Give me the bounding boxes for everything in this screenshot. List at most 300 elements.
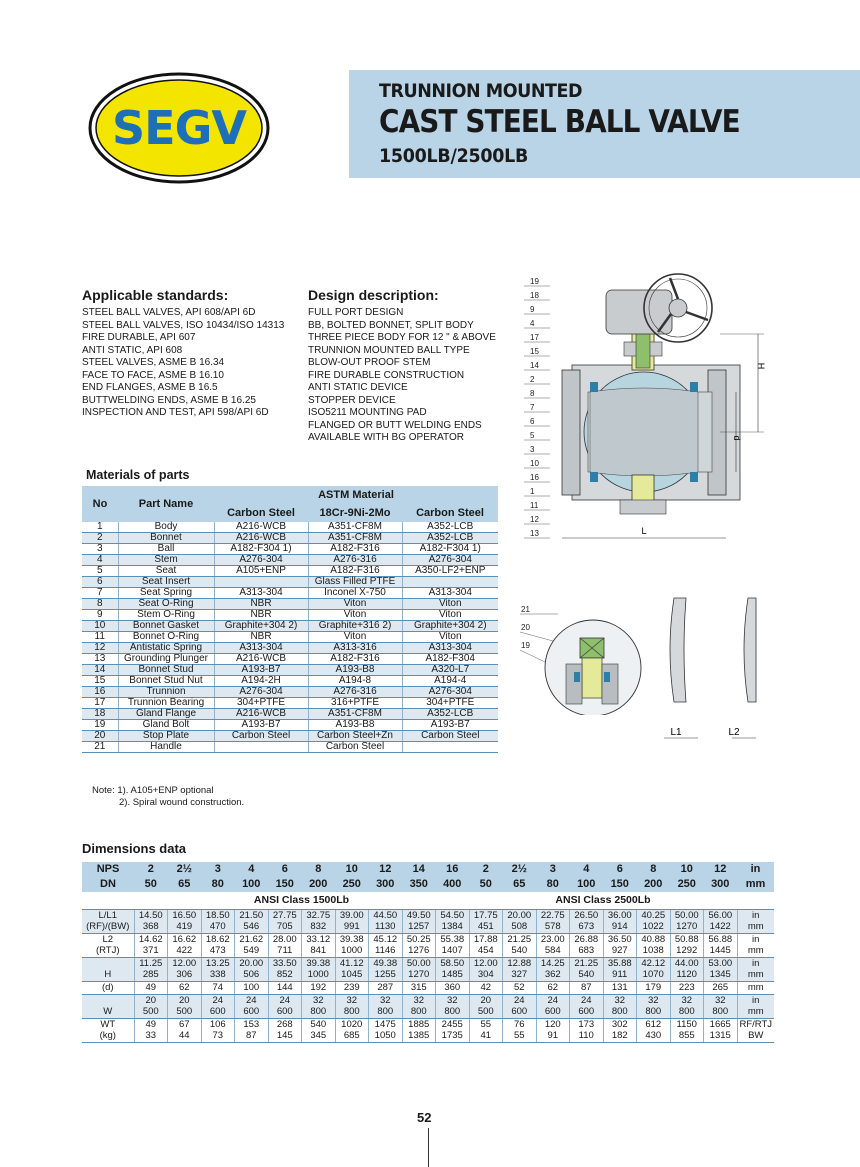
table-cell: 832 (302, 921, 336, 933)
table-cell: 841 (302, 945, 336, 957)
table-cell (214, 742, 308, 753)
table-cell: 24 (536, 994, 570, 1006)
table-row (82, 665, 498, 676)
table-cell: 50.00 (670, 909, 704, 921)
design-item: BLOW-OUT PROOF STEM (308, 357, 431, 368)
row-label: (d) (82, 982, 134, 995)
nps-value: 2½ (503, 862, 537, 877)
nps-value: 6 (268, 862, 302, 877)
table-cell: A276-304 (402, 555, 498, 566)
table-cell: 18.62 (201, 933, 235, 945)
table-cell: 6 (82, 577, 118, 588)
table-cell: 14 (82, 665, 118, 676)
table-row (82, 566, 498, 577)
design-item: AVAILABLE WITH BG OPERATOR (308, 432, 464, 443)
table-row (82, 709, 498, 720)
table-cell: 302 (603, 1018, 637, 1030)
table-cell: 49 (134, 982, 168, 995)
table-cell: 20 (168, 994, 202, 1006)
table-cell: 1422 (704, 921, 738, 933)
table-cell: Gland Bolt (118, 720, 214, 731)
table-cell: 20 (134, 994, 168, 1006)
table-cell: 327 (503, 969, 537, 981)
valve-section-drawing (520, 270, 770, 555)
row-unit: mm (737, 1006, 774, 1018)
table-row (82, 588, 498, 599)
table-cell: 1270 (670, 921, 704, 933)
nps-value: 4 (235, 862, 269, 877)
table-cell: 800 (335, 1006, 369, 1018)
table-cell: A105+ENP (214, 566, 308, 577)
table-cell: Antistatic Spring (118, 643, 214, 654)
table-cell: 1120 (670, 969, 704, 981)
nps-value: 2 (469, 862, 503, 877)
table-cell (402, 577, 498, 588)
col-astm: ASTM Material (214, 486, 498, 504)
table-cell: 705 (268, 921, 302, 933)
table-cell: 600 (536, 1006, 570, 1018)
dn-value: 250 (335, 877, 369, 892)
table-cell: 21.50 (235, 909, 269, 921)
table-cell: 800 (670, 1006, 704, 1018)
table-cell: A352-LCB (402, 522, 498, 533)
table-cell: 110 (570, 1030, 604, 1042)
standard-item: STEEL VALVES, ASME B 16.34 (82, 357, 225, 368)
unit-top: in (737, 862, 774, 877)
table-cell: A350-LF2+ENP (402, 566, 498, 577)
table-cell: 36.00 (603, 909, 637, 921)
table-cell: 26.50 (570, 909, 604, 921)
page-divider (428, 1128, 429, 1167)
table-cell: 21.25 (570, 957, 604, 969)
table-cell: 106 (201, 1018, 235, 1030)
table-row (82, 533, 498, 544)
callout-number: 9 (530, 305, 535, 314)
col-no: No (82, 486, 118, 522)
table-cell: 1020 (335, 1018, 369, 1030)
row-label: (kg) (82, 1030, 134, 1042)
table-row (82, 994, 774, 1006)
table-cell: 173 (570, 1018, 604, 1030)
design-item: FULL PORT DESIGN (308, 307, 404, 318)
row-unit: in (737, 994, 774, 1006)
design-item: FLANGED OR BUTT WELDING ENDS (308, 419, 482, 431)
table-cell: 927 (603, 945, 637, 957)
table-cell: 800 (704, 1006, 738, 1018)
row-label: L2 (102, 933, 114, 945)
dim-l2-label: L2 (728, 727, 740, 738)
table-cell: Inconel X-750 (308, 588, 402, 599)
table-cell: 1292 (670, 945, 704, 957)
table-cell: 612 (637, 1018, 671, 1030)
nps-value: 12 (704, 862, 738, 877)
table-cell: Viton (402, 632, 498, 643)
table-cell: 419 (168, 921, 202, 933)
table-cell: 42.12 (637, 957, 671, 969)
table-cell: 711 (268, 945, 302, 957)
table-cell: NBR (214, 610, 308, 621)
table-cell: 991 (335, 921, 369, 933)
table-cell: 852 (268, 969, 302, 981)
note-line-1: Note: 1). A105+ENP optional (92, 785, 214, 796)
table-cell: 28.00 (268, 933, 302, 945)
table-cell: 33.12 (302, 933, 336, 945)
table-cell: 24 (201, 994, 235, 1006)
table-row (82, 957, 774, 969)
table-row (82, 945, 774, 957)
table-cell: 21.25 (503, 933, 537, 945)
table-cell: 153 (235, 1018, 269, 1030)
table-cell: A351-CF8M (308, 522, 402, 533)
end-profiles-drawing (652, 590, 777, 740)
row-label: L/L1 (82, 909, 134, 921)
dn-value: 150 (603, 877, 637, 892)
callout-number: 14 (530, 361, 539, 370)
table-cell: Bonnet Gasket (118, 621, 214, 632)
callout-number: 10 (530, 459, 539, 468)
table-cell: 12.00 (469, 957, 503, 969)
table-cell: 1885 (402, 1018, 436, 1030)
table-cell: 600 (201, 1006, 235, 1018)
table-cell: 600 (268, 1006, 302, 1018)
table-row (82, 982, 774, 995)
table-cell: 1022 (637, 921, 671, 933)
table-cell: A193-B7 (214, 665, 308, 676)
materials-note (92, 785, 244, 809)
table-cell: A216-WCB (214, 533, 308, 544)
table-cell: Graphite+304 2) (214, 621, 308, 632)
table-cell: A313-316 (308, 643, 402, 654)
standard-item: ANTI STATIC, API 608 (82, 344, 183, 356)
table-cell: 62 (536, 982, 570, 995)
nps-value: 8 (302, 862, 336, 877)
table-cell: 17 (82, 698, 118, 709)
table-cell: 49.38 (369, 957, 403, 969)
table-cell: A182-F304 1) (402, 544, 498, 555)
row-label: H (82, 969, 134, 981)
segv-logo (88, 72, 270, 184)
table-cell: 800 (302, 1006, 336, 1018)
table-cell: A352-LCB (402, 709, 498, 720)
table-cell: 14.50 (134, 909, 168, 921)
table-row (82, 731, 498, 742)
dn-value: 350 (402, 877, 436, 892)
table-cell: 1000 (335, 945, 369, 957)
table-cell: Carbon Steel (402, 731, 498, 742)
table-cell: A351-CF8M (308, 533, 402, 544)
table-cell: 17.88 (469, 933, 503, 945)
table-cell: 1345 (704, 969, 738, 981)
table-cell: 36.50 (603, 933, 637, 945)
table-cell: 87 (570, 982, 604, 995)
table-cell: 20 (469, 994, 503, 1006)
table-cell: 1130 (369, 921, 403, 933)
table-cell: A182-F316 (308, 566, 402, 577)
table-row (82, 933, 774, 945)
table-cell: 1384 (436, 921, 470, 933)
table-cell: 144 (268, 982, 302, 995)
materials-table (82, 486, 498, 753)
table-cell: Viton (308, 632, 402, 643)
col-part-name: Part Name (118, 486, 214, 522)
table-row (82, 555, 498, 566)
table-cell: 1 (82, 522, 118, 533)
table-cell: 20.00 (503, 909, 537, 921)
table-cell: 24 (503, 994, 537, 1006)
table-cell: 35.88 (603, 957, 637, 969)
table-cell: 14.62 (134, 933, 168, 945)
table-cell: 49 (134, 1018, 168, 1030)
table-cell (214, 577, 308, 588)
dn-value: 300 (369, 877, 403, 892)
callout-number: 6 (530, 417, 535, 426)
table-cell: 32 (402, 994, 436, 1006)
nps-value: 8 (637, 862, 671, 877)
table-cell: 32 (302, 994, 336, 1006)
table-cell: A216-WCB (214, 709, 308, 720)
table-cell: A276-304 (402, 687, 498, 698)
design-item: FIRE DURABLE CONSTRUCTION (308, 369, 465, 381)
row-unit: mm (737, 921, 774, 933)
table-cell: 1485 (436, 969, 470, 981)
table-cell: 39.00 (335, 909, 369, 921)
nps-value: 6 (603, 862, 637, 877)
table-cell: 800 (436, 1006, 470, 1018)
table-cell: 315 (402, 982, 436, 995)
nps-value: 3 (201, 862, 235, 877)
table-row (82, 969, 774, 981)
table-cell: 265 (704, 982, 738, 995)
table-cell: Stop Plate (118, 731, 214, 742)
table-cell: 15 (82, 676, 118, 687)
detail-callout-number: 19 (521, 641, 530, 650)
row-unit: in (737, 909, 774, 921)
table-cell: 1475 (369, 1018, 403, 1030)
table-cell: Viton (308, 599, 402, 610)
table-cell: 73 (201, 1030, 235, 1042)
row-label (82, 957, 134, 969)
table-cell: 22.75 (536, 909, 570, 921)
table-cell: Seat (118, 566, 214, 577)
table-cell: A216-WCB (214, 654, 308, 665)
table-cell: A313-304 (402, 643, 498, 654)
table-cell: 540 (302, 1018, 336, 1030)
callout-number: 7 (530, 403, 535, 412)
table-cell: 304+PTFE (214, 698, 308, 709)
table-cell (402, 742, 498, 753)
table-cell: 56.00 (704, 909, 738, 921)
table-cell: 53.00 (704, 957, 738, 969)
note-line-2: 2). Spiral wound construction. (119, 797, 245, 808)
table-cell: 1045 (335, 969, 369, 981)
table-cell: 44 (168, 1030, 202, 1042)
table-cell: 306 (168, 969, 202, 981)
dn-value: 80 (201, 877, 235, 892)
class-1500-label: ANSI Class 1500Lb (134, 892, 469, 909)
callout-number: 13 (530, 529, 539, 538)
table-cell: 12.00 (168, 957, 202, 969)
table-cell: 16.50 (168, 909, 202, 921)
table-cell: 26.88 (570, 933, 604, 945)
standards-list (82, 307, 284, 420)
dn-value: 300 (704, 877, 738, 892)
nps-value: 10 (670, 862, 704, 877)
table-cell: 21.62 (235, 933, 269, 945)
table-cell: 1070 (637, 969, 671, 981)
nps-value: 14 (402, 862, 436, 877)
table-cell: 56.88 (704, 933, 738, 945)
table-cell: A276-304 (214, 555, 308, 566)
table-cell: 24 (570, 994, 604, 1006)
table-cell: Viton (402, 610, 498, 621)
table-cell: Trunnion Bearing (118, 698, 214, 709)
table-cell: 1050 (369, 1030, 403, 1042)
detail-callout-number: 21 (521, 605, 530, 614)
table-cell: 500 (469, 1006, 503, 1018)
table-cell: 13.25 (201, 957, 235, 969)
table-cell: 430 (637, 1030, 671, 1042)
table-cell: 285 (134, 969, 168, 981)
table-row (82, 621, 498, 632)
callout-number: 12 (530, 515, 539, 524)
table-cell: 2 (82, 533, 118, 544)
table-cell: Viton (308, 610, 402, 621)
table-cell: 8 (82, 599, 118, 610)
dim-d-label: d (732, 435, 742, 441)
row-unit: in (737, 933, 774, 945)
design-item: ISO5211 MOUNTING PAD (308, 407, 427, 418)
table-cell: 800 (402, 1006, 436, 1018)
table-cell: 268 (268, 1018, 302, 1030)
table-cell: A193-B7 (214, 720, 308, 731)
table-cell: Carbon Steel (308, 742, 402, 753)
table-cell: Bonnet O-Ring (118, 632, 214, 643)
table-cell: Bonnet Stud Nut (118, 676, 214, 687)
callout-number: 3 (530, 445, 535, 454)
row-label: WT (100, 1018, 116, 1030)
table-cell: 74 (201, 982, 235, 995)
table-cell: 91 (536, 1030, 570, 1042)
table-cell: 1385 (402, 1030, 436, 1042)
table-row (82, 742, 498, 753)
table-cell: 40.88 (637, 933, 671, 945)
table-cell: 1146 (369, 945, 403, 957)
dn-label: DN (82, 877, 134, 892)
nps-value: 4 (570, 862, 604, 877)
table-cell: 506 (235, 969, 269, 981)
table-cell: NBR (214, 632, 308, 643)
dn-value: 50 (134, 877, 168, 892)
row-label (82, 994, 134, 1006)
table-cell: 473 (201, 945, 235, 957)
table-cell: 55 (469, 1018, 503, 1030)
table-cell: 4 (82, 555, 118, 566)
table-cell: 338 (201, 969, 235, 981)
table-cell: Seat O-Ring (118, 599, 214, 610)
standard-item: BUTTWELDING ENDS, ASME B 16.25 (82, 394, 256, 406)
table-cell: 12.88 (503, 957, 537, 969)
row-label: (RF)/(BW) (82, 921, 134, 933)
design-item: STOPPER DEVICE (308, 394, 396, 406)
table-cell: 600 (503, 1006, 537, 1018)
table-cell: 1665 (704, 1018, 738, 1030)
table-cell: 360 (436, 982, 470, 995)
dn-value: 400 (436, 877, 470, 892)
standard-item: INSPECTION AND TEST, API 598/API 6D (82, 407, 269, 418)
table-row (82, 1018, 774, 1030)
table-cell: 32 (603, 994, 637, 1006)
table-cell: Grounding Plunger (118, 654, 214, 665)
table-cell: 182 (603, 1030, 637, 1042)
table-cell: 316+PTFE (308, 698, 402, 709)
table-cell: A182-F304 1) (214, 544, 308, 555)
table-cell: 21 (82, 742, 118, 753)
table-cell: 32 (369, 994, 403, 1006)
table-cell: 500 (134, 1006, 168, 1018)
table-cell: A320-L7 (402, 665, 498, 676)
table-cell: 54.50 (436, 909, 470, 921)
table-cell: 33.50 (268, 957, 302, 969)
table-cell: 52 (503, 982, 537, 995)
table-cell: 451 (469, 921, 503, 933)
dn-value: 80 (536, 877, 570, 892)
design-item: TRUNNION MOUNTED BALL TYPE (308, 344, 470, 356)
page-number: 52 (417, 1110, 432, 1125)
table-cell: 49.50 (402, 909, 436, 921)
callout-number: 15 (530, 347, 539, 356)
table-row (82, 599, 498, 610)
table-cell: 12 (82, 643, 118, 654)
table-cell: 1000 (302, 969, 336, 981)
table-cell: A276-304 (214, 687, 308, 698)
table-cell: 16 (82, 687, 118, 698)
table-cell: 1315 (704, 1030, 738, 1042)
table-cell: 62 (168, 982, 202, 995)
table-cell: 578 (536, 921, 570, 933)
table-cell: 39.38 (302, 957, 336, 969)
table-cell: A313-304 (214, 643, 308, 654)
table-cell: 800 (637, 1006, 671, 1018)
table-row (82, 522, 498, 533)
detail-callout-number: 20 (521, 623, 530, 632)
nps-label: NPS (82, 862, 134, 877)
title-line-1: TRUNNION MOUNTED (379, 80, 583, 102)
table-cell: 24 (268, 994, 302, 1006)
design-item: ANTI STATIC DEVICE (308, 382, 408, 393)
table-cell: 911 (603, 969, 637, 981)
table-cell: Body (118, 522, 214, 533)
table-cell: NBR (214, 599, 308, 610)
table-cell: A276-316 (308, 687, 402, 698)
table-cell: 20 (82, 731, 118, 742)
table-cell: 76 (503, 1018, 537, 1030)
table-cell: 304 (469, 969, 503, 981)
table-cell: A194-4 (402, 676, 498, 687)
table-cell: A351-CF8M (308, 709, 402, 720)
table-cell: 18 (82, 709, 118, 720)
materials-heading: Materials of parts (86, 468, 190, 482)
table-row (82, 720, 498, 731)
standards-heading: Applicable standards: (82, 287, 229, 303)
table-cell: 600 (235, 1006, 269, 1018)
table-cell: 1270 (402, 969, 436, 981)
nps-value: 16 (436, 862, 470, 877)
table-cell: 2455 (436, 1018, 470, 1030)
table-cell: 41 (469, 1030, 503, 1042)
table-row (82, 921, 774, 933)
table-cell: 508 (503, 921, 537, 933)
table-cell: 24 (235, 994, 269, 1006)
